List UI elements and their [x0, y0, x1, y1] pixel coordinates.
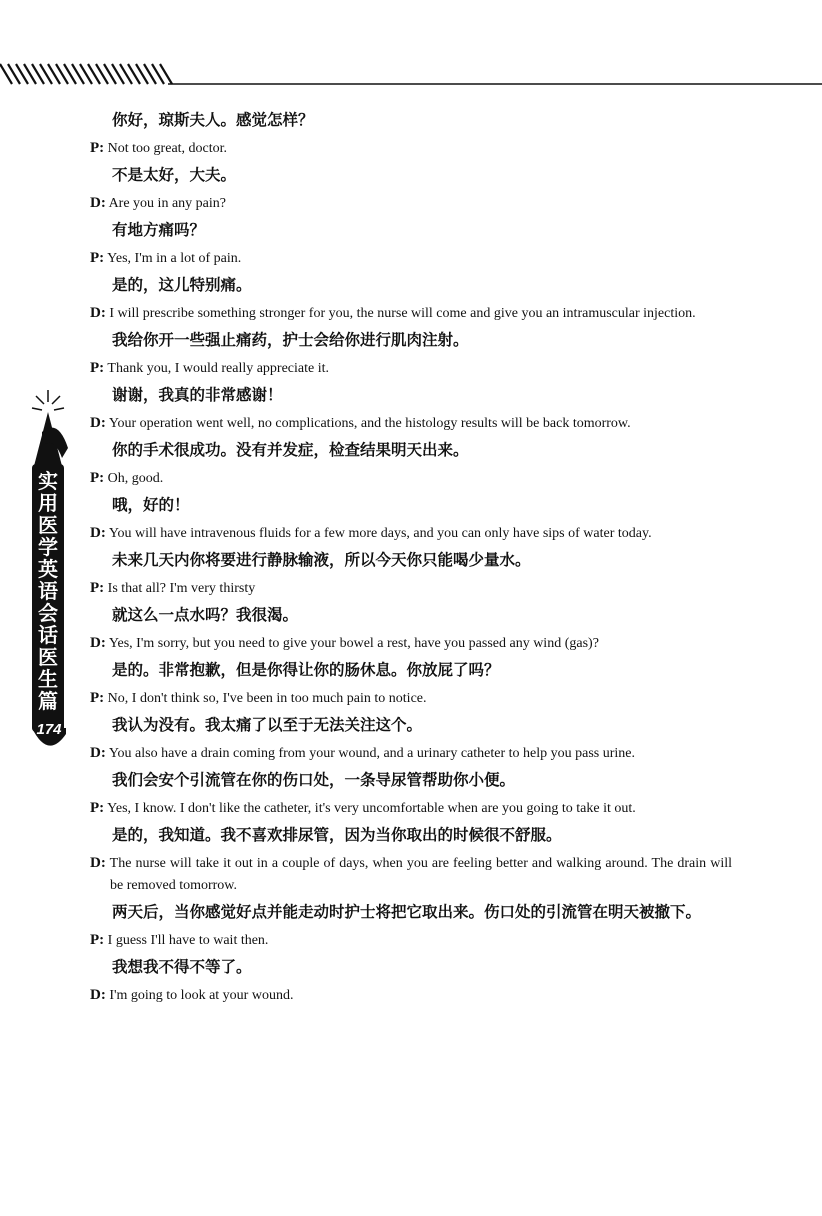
dialogue-line-en: P: Oh, good.	[90, 470, 164, 486]
dialogue-body	[90, 105, 732, 1007]
speaker-label: P:	[90, 250, 105, 266]
dialogue-line-en: D: I will prescribe something stronger for you, the nurse will come and give you an intramuscular injection.	[90, 305, 696, 321]
dialogue-line-en: P: Not too great, doctor.	[90, 140, 228, 156]
dialogue-line-zh: 我给你开一些强止痛药，护士会给你进行肌肉注射。	[112, 331, 469, 349]
speaker-label: D:	[90, 305, 106, 321]
dialogue-line-en: P: No, I don't think so, I've been in too much pain to notice.	[90, 690, 427, 706]
dialogue-line-en: D: Yes, I'm sorry, but you need to give your bowel a rest, have you passed any wind (gas)?	[90, 635, 599, 651]
dialogue-line-en: P: I guess I'll have to wait then.	[90, 932, 269, 948]
speaker-label: P:	[90, 580, 105, 596]
header-hatch-decoration	[0, 60, 822, 90]
dialogue-line-zh: 未来几天内你将要进行静脉输液，所以今天你只能喝少量水。	[112, 551, 531, 569]
dialogue-line-zh: 不是太好，大夫。	[112, 166, 237, 184]
dialogue-line-en: D: You also have a drain coming from your wound, and a urinary catheter to help you pass urine.	[90, 745, 635, 761]
dialogue-line-zh: 谢谢，我真的非常感谢！	[112, 386, 283, 404]
dialogue-line-zh: 你好，琼斯夫人。感觉怎样？	[112, 111, 314, 129]
dialogue-line-en: D: The nurse will take it out in a couple of days, when you are feeling better and walking around. The drain will be removed tomorrow.	[90, 855, 732, 893]
dialogue-line-zh: 你的手术很成功。没有并发症，检查结果明天出来。	[112, 441, 469, 459]
dialogue-line-zh: 哦，好的！	[112, 496, 190, 514]
dialogue-line-en: D: Are you in any pain?	[90, 195, 226, 211]
speaker-label: P:	[90, 690, 105, 706]
dialogue-line-en: P: Yes, I know. I don't like the catheter, it's very uncomfortable when are you going to take it out.	[90, 800, 636, 816]
dialogue-line-zh: 有地方痛吗？	[112, 221, 206, 239]
speaker-label: P:	[90, 932, 105, 948]
dialogue-line-en: D: I'm going to look at your wound.	[90, 987, 294, 1003]
speaker-label: D:	[90, 745, 106, 761]
speaker-label: P:	[90, 800, 105, 816]
dialogue-line-zh: 我们会安个引流管在你的伤口处，一条导尿管帮助你小便。	[112, 771, 516, 789]
speaker-label: D:	[90, 855, 106, 871]
speaker-label: D:	[90, 195, 106, 211]
speaker-label: D:	[90, 525, 106, 541]
dialogue-line-zh: 就这么一点水吗？我很渴。	[112, 606, 299, 624]
chapter-side-tab	[28, 388, 68, 758]
dialogue-line-en: P: Is that all? I'm very thirsty	[90, 580, 256, 596]
speaker-label: D:	[90, 987, 106, 1003]
dialogue-line-zh: 我认为没有。我太痛了以至于无法关注这个。	[112, 716, 423, 734]
dialogue-line-en: D: Your operation went well, no complications, and the histology results will be back tomorrow.	[90, 415, 631, 431]
speaker-label: D:	[90, 415, 106, 431]
dialogue-line-zh: 两天后，当你感觉好点并能走动时护士将把它取出来。伤口处的引流管在明天被撤下。	[112, 903, 702, 921]
book-section-vertical: 医 生 篇	[38, 645, 58, 713]
speaker-label: P:	[90, 140, 105, 156]
dialogue-line-zh: 我想我不得不等了。	[112, 958, 252, 976]
speaker-label: P:	[90, 470, 105, 486]
dialogue-line-en: P: Yes, I'm in a lot of pain.	[90, 250, 242, 266]
book-title-vertical: 实 用 医 学 英 语 会 话	[38, 469, 58, 647]
page-header-rule	[0, 60, 822, 90]
dialogue-line-en: P: Thank you, I would really appreciate it.	[90, 360, 330, 376]
speaker-label: P:	[90, 360, 105, 376]
dialogue-line-en: D: You will have intravenous fluids for a few more days, and you can only have sips of water today.	[90, 525, 652, 541]
page-number: 174	[36, 721, 62, 738]
dialogue-line-zh: 是的，这儿特别痛。	[112, 276, 252, 294]
dialogue-line-zh: 是的，我知道。我不喜欢排尿管，因为当你取出的时候很不舒服。	[112, 826, 562, 844]
dialogue-line-zh: 是的。非常抱歉，但是你得让你的肠休息。你放屁了吗？	[112, 661, 500, 679]
speaker-label: D:	[90, 635, 106, 651]
